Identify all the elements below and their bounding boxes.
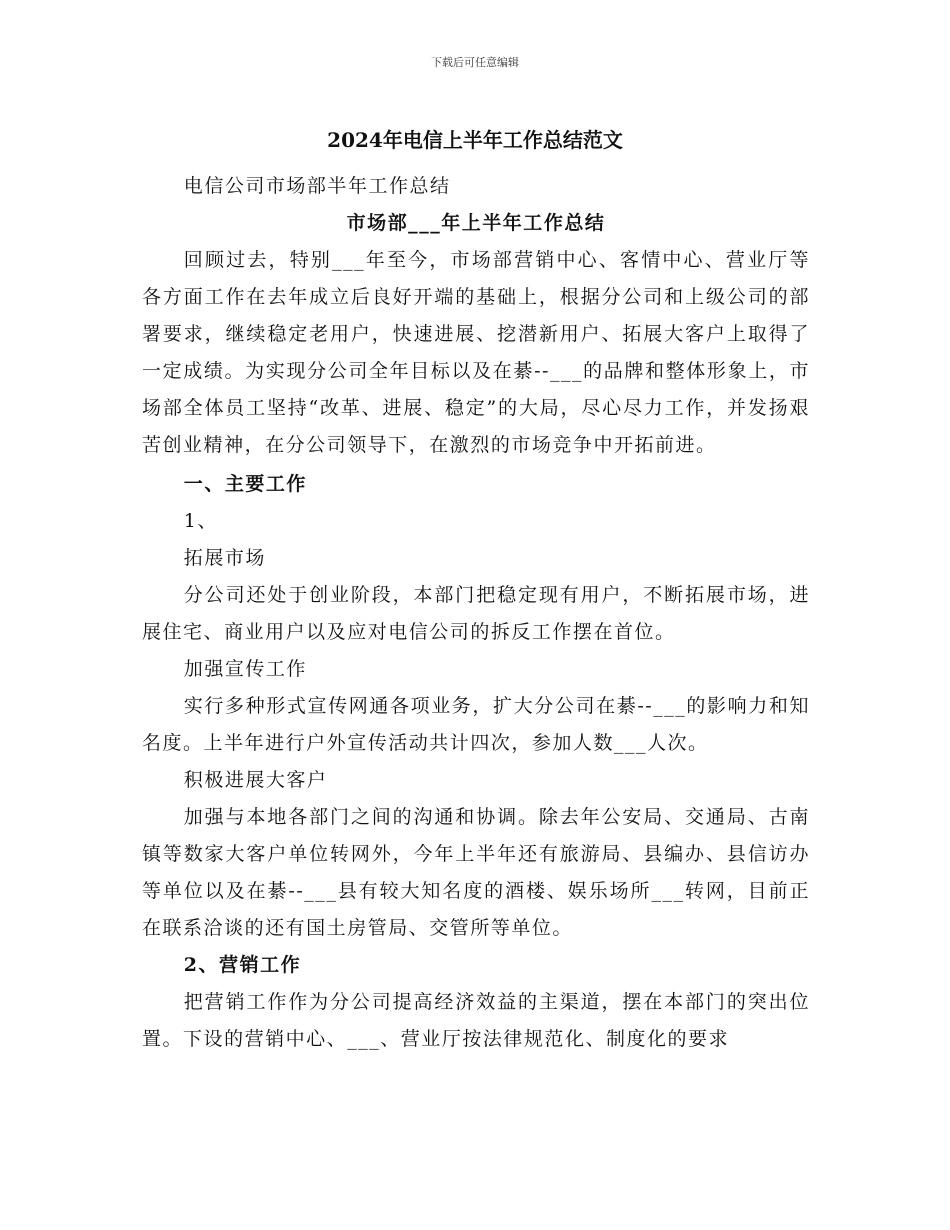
document-title: 2024年电信上半年工作总结范文 bbox=[327, 128, 623, 152]
paragraph-publicity: 实行多种形式宣传网通各项业务，扩大分公司在綦--___的影响力和知名度。上半年进行户外宣传活动共计四次，参加人数___人次。 bbox=[142, 695, 810, 754]
paragraph-key-clients: 加强与本地各部门之间的沟通和协调。除去年公安局、交通局、古南镇等数家大客户单位转网外，今年上半年还有旅游局、县编办、县信访办等单位以及在綦--___县有较大知名度的酒楼、娱乐场所___转网，目前正在联系洽谈的还有国土房管局、交管所等单位。 bbox=[142, 806, 810, 939]
page-header-note: 下载后可任意编辑 bbox=[431, 56, 519, 69]
heading-marketing-work: 2、营销工作 bbox=[183, 954, 302, 976]
section-heading-main: 市场部___年上半年工作总结 bbox=[346, 212, 606, 234]
subtitle-line: 电信公司市场部半年工作总结 bbox=[183, 175, 451, 197]
subheading-key-clients: 积极进展大客户 bbox=[183, 769, 328, 791]
intro-paragraph: 回顾过去，特别___年至今，市场部营销中心、客情中心、营业厅等各方面工作在去年成立后良好开端的基础上，根据分公司和上级公司的部署要求，继续稳定老用户，快速进展、挖潜新用户、拓展大客户上取得了一定成绩。为实现分公司全年目标以及在綦--___的品牌和整体形象上，市场部全体员工坚持“改革、进展、稳定”的大局，尽心尽力工作，并发扬艰苦创业精神，在分公司领导下，在激烈的市场竞争中开拓前进。 bbox=[142, 249, 810, 456]
document-body bbox=[142, 168, 810, 1058]
paragraph-marketing-work: 把营销工作作为分公司提高经济效益的主渠道，摆在本部门的突出位置。下设的营销中心、___、营业厅按法律规范化、制度化的要求 bbox=[142, 991, 810, 1050]
subheading-expand-market: 拓展市场 bbox=[183, 547, 266, 569]
subheading-publicity: 加强宣传工作 bbox=[183, 658, 307, 680]
item-number-1: 1、 bbox=[183, 510, 218, 532]
heading-main-work: 一、主要工作 bbox=[183, 473, 307, 495]
paragraph-expand-market: 分公司还处于创业阶段，本部门把稳定现有用户，不断拓展市场，进展住宅、商业用户以及应对电信公司的拆反工作摆在首位。 bbox=[142, 584, 810, 643]
